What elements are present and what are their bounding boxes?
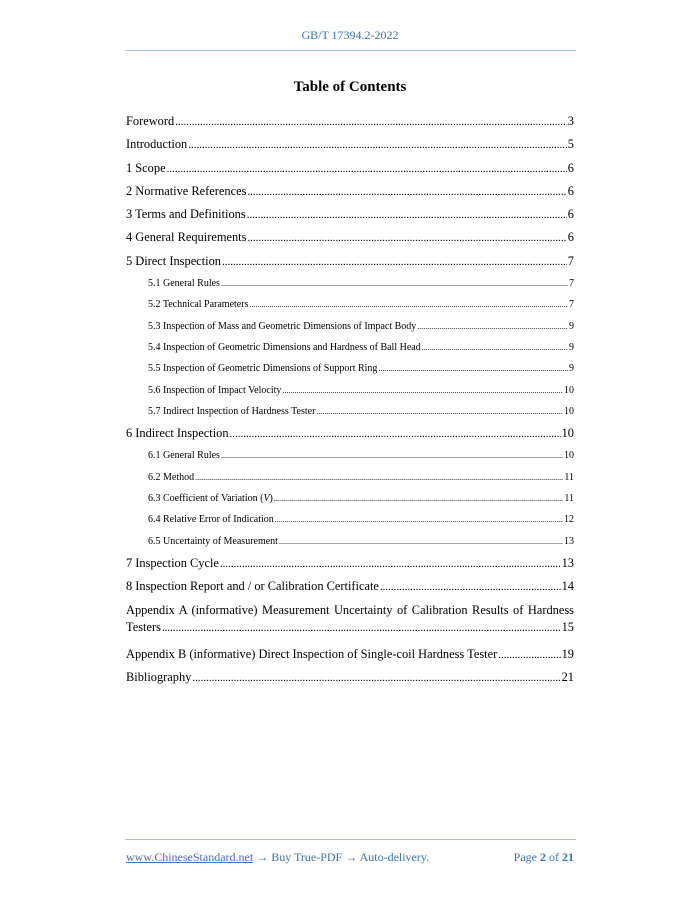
toc-entry-page: 13 — [561, 555, 574, 570]
toc-entry-label: 6.1 General Rules — [148, 450, 220, 462]
toc-entry-label-line2: Testers — [126, 619, 161, 634]
toc-entry-label: 1 Scope — [126, 160, 166, 175]
toc-entry-page: 9 — [569, 363, 574, 375]
dot-leader — [167, 158, 567, 181]
current-page: 2 — [540, 850, 546, 864]
toc-label-variable: V — [263, 493, 270, 505]
toc-entry-scope[interactable] — [126, 157, 574, 180]
toc-entry-page: 10 — [564, 450, 574, 462]
toc-entry-label: 3 Terms and Definitions — [126, 207, 246, 222]
toc-entry-label: 4 General Requirements — [126, 230, 247, 245]
toc-subentry-6-4[interactable] — [126, 509, 574, 530]
dot-leader — [247, 181, 566, 204]
toc-entry-label: 6 Indirect Inspection — [126, 426, 229, 441]
dot-leader — [316, 401, 563, 422]
dot-leader — [195, 467, 563, 488]
toc-entry-label: Appendix B (informative) Direct Inspection of Single-coil Hardness Tester — [126, 646, 498, 661]
toc-entry-page: 12 — [564, 514, 574, 526]
toc-entry-label: 5.3 Inspection of Mass and Geometric Dimensions of Impact Body — [148, 320, 417, 332]
site-link[interactable]: www.ChineseStandard.net — [126, 850, 254, 864]
toc-entry-label-line1: Appendix A (informative) Measurement Uncertainty of Calibration Results of Hardness — [126, 602, 574, 617]
toc-subentry-6-2[interactable] — [126, 467, 574, 488]
page-title: Table of Contents — [293, 79, 407, 95]
toc-subentry-5-5[interactable] — [126, 358, 574, 379]
dot-leader — [222, 251, 567, 274]
toc-entry-label: 5.6 Inspection of Impact Velocity — [148, 384, 282, 396]
toc-entry-page: 7 — [569, 299, 574, 311]
toc-entry-page: 19 — [561, 646, 574, 661]
toc-subentry-6-5[interactable] — [126, 531, 574, 552]
toc-entry-foreword[interactable] — [126, 110, 574, 133]
toc-entry-label: 5.5 Inspection of Geometric Dimensions of Support Ring — [148, 363, 378, 375]
toc-entry-label: 6.2 Method — [148, 471, 195, 483]
dot-leader — [275, 509, 563, 530]
toc-entry-label: 5.1 General Rules — [148, 278, 220, 290]
dot-leader — [417, 316, 568, 337]
toc-entry-label: 6.5 Uncertainty of Measurement — [148, 535, 278, 547]
toc-entry-label: 5.2 Technical Parameters — [148, 299, 249, 311]
toc-entry-page: 6 — [567, 230, 574, 245]
toc-subentry-5-6[interactable] — [126, 380, 574, 401]
toc-entry-bibliography[interactable] — [126, 666, 574, 689]
dot-leader — [279, 531, 563, 552]
toc-entry-page: 21 — [561, 669, 574, 684]
toc-entry-label: Introduction — [126, 137, 188, 152]
toc-subentry-5-7[interactable] — [126, 401, 574, 422]
dot-leader — [230, 423, 561, 446]
toc-entry-page: 3 — [567, 114, 574, 128]
header-divider — [125, 50, 576, 51]
toc-entry-page: 9 — [569, 341, 574, 353]
toc-subentry-5-3[interactable] — [126, 316, 574, 337]
toc-entry-label: 5.4 Inspection of Geometric Dimensions and Hardness of Ball Head — [148, 341, 421, 353]
toc-entry-label: 7 Inspection Cycle — [126, 555, 219, 570]
of-word: of — [549, 850, 559, 864]
toc-entry-label: Bibliography — [126, 669, 192, 684]
dot-leader — [380, 576, 561, 599]
toc-entry-general-requirements[interactable] — [126, 226, 574, 249]
dot-leader — [378, 358, 568, 379]
toc-label-prefix: 6.3 Coefficient of Variation ( — [148, 493, 264, 505]
toc-entry-appendix-b[interactable] — [126, 643, 574, 666]
toc-entry-introduction[interactable] — [126, 133, 574, 156]
toc-entry-page: 10 — [564, 405, 574, 417]
toc-entry-page: 14 — [561, 579, 574, 594]
toc-entry-label: 5 Direct Inspection — [126, 253, 221, 268]
toc-entry-label: Foreword — [126, 114, 175, 128]
toc-entry-page: 7 — [567, 253, 574, 268]
dot-leader — [422, 337, 568, 358]
toc-subentry-6-1[interactable] — [126, 445, 574, 466]
toc-subentry-5-1[interactable] — [126, 273, 574, 294]
toc-entry-normative-references[interactable] — [126, 180, 574, 203]
toc-entry-label: 2 Normative References — [126, 183, 247, 198]
toc-entry-page: 6 — [567, 183, 574, 198]
toc-label-suffix: ) — [269, 493, 273, 505]
toc-entry-page: 11 — [564, 493, 574, 505]
toc-subentry-5-2[interactable] — [126, 294, 574, 315]
toc-subentry-5-4[interactable] — [126, 337, 574, 358]
toc-entry-label: 5.7 Indirect Inspection of Hardness Tester — [148, 405, 316, 417]
dot-leader — [220, 553, 561, 576]
toc-entry-page: 9 — [569, 320, 574, 332]
dot-leader — [221, 273, 568, 294]
dot-leader — [498, 644, 560, 667]
toc-entry-page: 13 — [564, 535, 574, 547]
dot-leader — [175, 111, 567, 134]
toc-entry-page: 6 — [567, 160, 574, 175]
promo-text: → Buy True-PDF → Auto-delivery. — [253, 850, 430, 864]
toc-entry-direct-inspection[interactable] — [126, 250, 574, 273]
toc-entry-indirect-inspection[interactable] — [126, 422, 574, 445]
dot-leader — [282, 380, 563, 401]
toc-entry-page: 5 — [567, 137, 574, 152]
dot-leader — [221, 445, 563, 466]
table-of-contents — [126, 110, 574, 689]
dot-leader — [249, 294, 568, 315]
toc-entry-appendix-a[interactable] — [126, 602, 574, 637]
total-pages: 21 — [562, 850, 574, 864]
page-indicator — [514, 850, 574, 865]
dot-leader — [162, 620, 561, 637]
toc-entry-label: 6.4 Relative Error of Indication — [148, 514, 274, 526]
toc-entry-page: 6 — [567, 207, 574, 222]
toc-entry-label — [148, 488, 273, 509]
toc-entry-page: 7 — [569, 278, 574, 290]
toc-entry-label: 8 Inspection Report and / or Calibration Certificate — [126, 579, 379, 594]
toc-entry-terms-and-definitions[interactable] — [126, 203, 574, 226]
toc-entry-page: 15 — [561, 619, 574, 634]
dot-leader — [192, 667, 560, 690]
running-header: GB/T 17394.2-2022 — [301, 28, 399, 42]
dot-leader — [274, 488, 563, 509]
toc-entry-page: 11 — [564, 471, 574, 483]
toc-subentry-6-3[interactable] — [126, 488, 574, 509]
footer-divider — [125, 839, 576, 840]
dot-leader — [247, 204, 567, 227]
toc-entry-inspection-report[interactable] — [126, 575, 574, 598]
dot-leader — [188, 134, 567, 157]
toc-entry-page: 10 — [561, 426, 574, 441]
page-word: Page — [513, 850, 537, 864]
toc-entry-inspection-cycle[interactable] — [126, 552, 574, 575]
toc-entry-page: 10 — [564, 384, 574, 396]
dot-leader — [247, 227, 566, 250]
